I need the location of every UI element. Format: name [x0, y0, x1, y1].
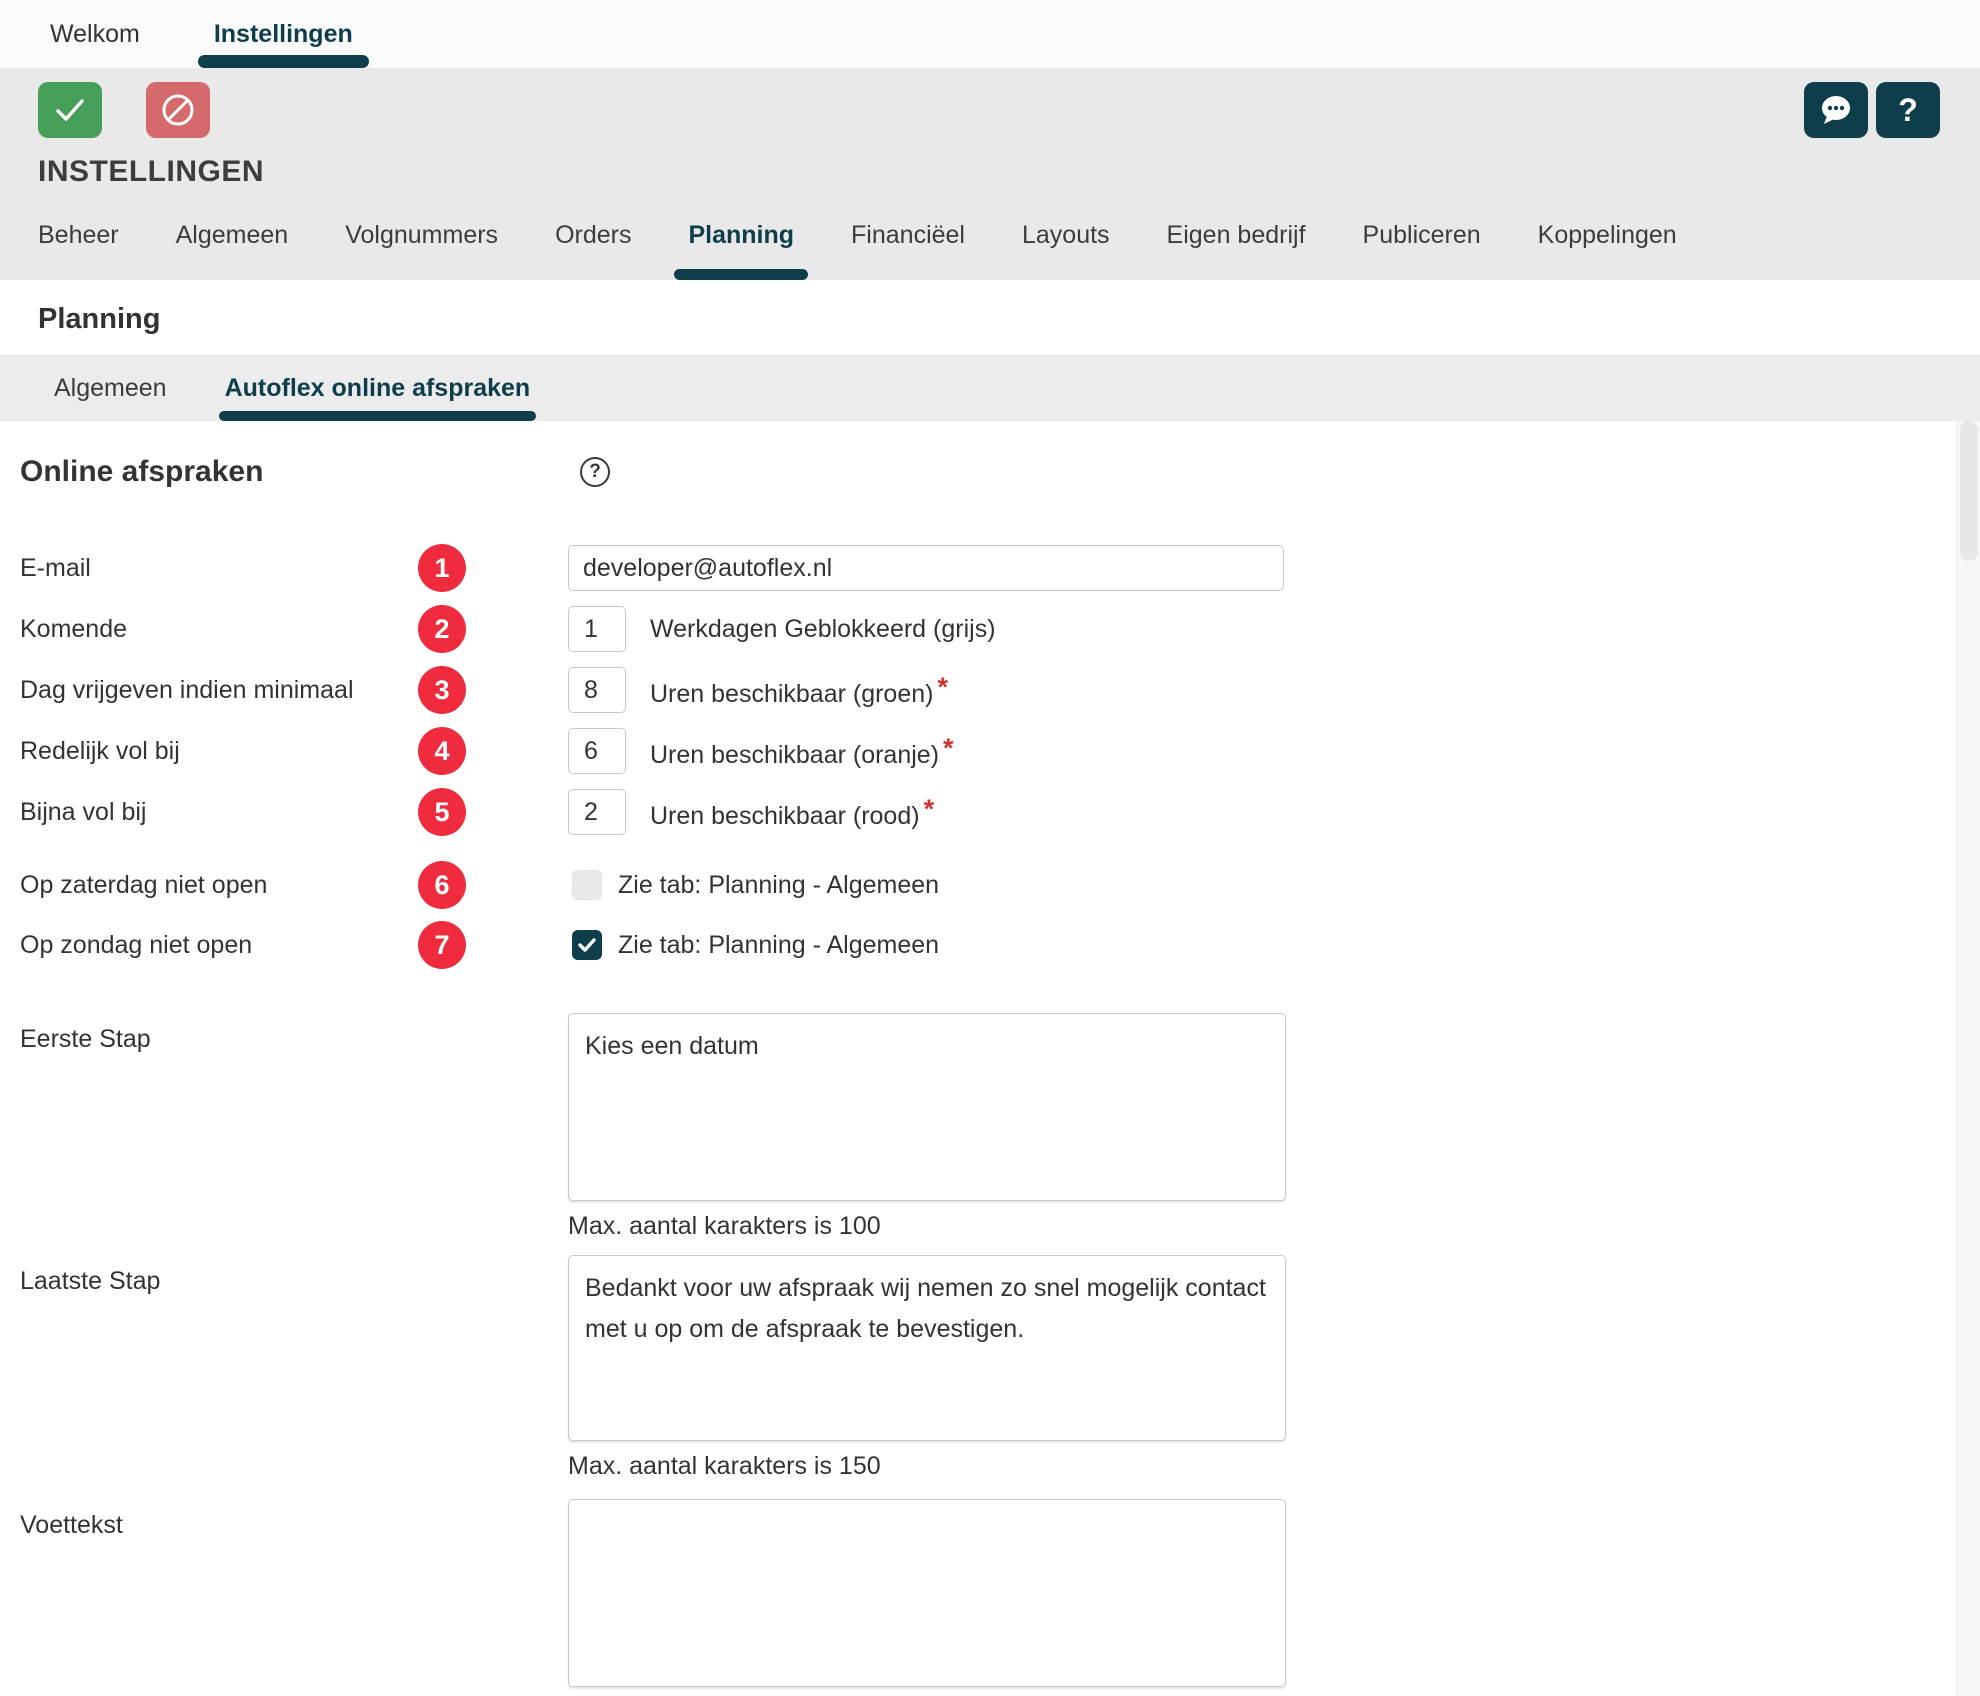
step-badge-6: 6: [418, 861, 466, 909]
chat-bubble-icon: [1817, 92, 1855, 128]
form-row-komende: [0, 606, 1980, 652]
eerste-stap-label: Eerste Stap: [20, 1025, 151, 1053]
tab-koppelingen[interactable]: Koppelingen: [1537, 220, 1677, 249]
check-icon: [53, 95, 87, 125]
online-afspraken-form: [0, 545, 1980, 1687]
hours-green-suffix: Uren beschikbaar (groen) *: [650, 671, 948, 708]
step-badge-4: 4: [418, 727, 466, 775]
settings-tab-bar: [0, 190, 1980, 280]
help-icon[interactable]: ?: [580, 457, 610, 487]
form-row-email: [0, 545, 1980, 591]
tab-publiceren[interactable]: Publiceren: [1362, 220, 1481, 249]
check-icon: [577, 936, 597, 954]
form-row-eerste-stap: [0, 1013, 1980, 1243]
tab-eigen-bedrijf[interactable]: Eigen bedrijf: [1166, 220, 1306, 249]
form-row-bijna-vol: [0, 789, 1980, 835]
tab-algemeen[interactable]: Algemeen: [175, 220, 289, 249]
blocked-days-suffix: Werkdagen Geblokkeerd (grijs): [650, 614, 996, 643]
hours-red-field[interactable]: [568, 789, 626, 835]
email-label: E-mail: [20, 553, 91, 582]
scrollbar-thumb[interactable]: [1960, 421, 1978, 561]
sunday-closed-checkbox[interactable]: [572, 930, 602, 960]
step-badge-2: 2: [418, 605, 466, 653]
required-asterisk: *: [937, 671, 948, 702]
form-row-redelijk-vol: [0, 728, 1980, 774]
laatste-stap-maxchars: Max. aantal karakters is 150: [568, 1452, 881, 1480]
saturday-closed-checkbox[interactable]: [572, 870, 602, 900]
required-asterisk: *: [943, 732, 954, 763]
planning-sub-tab-bar: [0, 355, 1980, 421]
tab-layouts[interactable]: Layouts: [1021, 220, 1110, 249]
online-afspraken-panel: [0, 453, 1980, 1687]
zaterdag-suffix: Zie tab: Planning - Algemeen: [618, 870, 940, 899]
hours-orange-suffix: Uren beschikbaar (oranje) *: [650, 732, 954, 769]
blocked-days-field[interactable]: [568, 606, 626, 652]
zaterdag-label: Op zaterdag niet open: [20, 870, 268, 899]
form-row-zaterdag: [0, 865, 1980, 905]
tab-volgnummers[interactable]: Volgnummers: [345, 220, 499, 249]
komende-label: Komende: [20, 614, 128, 643]
eerste-stap-maxchars: Max. aantal karakters is 100: [568, 1212, 881, 1240]
tab-welkom[interactable]: Welkom: [50, 19, 140, 48]
voettekst-label: Voettekst: [20, 1511, 123, 1539]
hours-green-field[interactable]: [568, 667, 626, 713]
email-field[interactable]: [568, 545, 1284, 591]
voettekst-textarea[interactable]: [568, 1499, 1286, 1687]
form-row-zondag: [0, 925, 1980, 965]
tab-financieel[interactable]: Financiëel: [851, 220, 965, 249]
step-badge-5: 5: [418, 788, 466, 836]
form-row-laatste-stap: [0, 1255, 1980, 1483]
step-badge-1: 1: [418, 544, 466, 592]
cancel-button[interactable]: [146, 82, 210, 138]
question-mark-icon: ?: [1898, 91, 1918, 128]
zondag-label: Op zondag niet open: [20, 930, 253, 959]
eerste-stap-textarea[interactable]: [568, 1013, 1286, 1201]
laatste-stap-textarea[interactable]: [568, 1255, 1286, 1441]
laatste-stap-label: Laatste Stap: [20, 1267, 161, 1295]
redelijk-vol-label: Redelijk vol bij: [20, 736, 180, 765]
subtab-algemeen[interactable]: Algemeen: [54, 373, 167, 402]
vertical-scrollbar[interactable]: [1956, 421, 1980, 1696]
zondag-suffix: Zie tab: Planning - Algemeen: [618, 930, 940, 959]
toolbar-block: [0, 68, 1980, 280]
step-badge-7: 7: [418, 921, 466, 969]
tab-planning[interactable]: Planning: [688, 190, 794, 280]
form-row-voettekst: [0, 1499, 1980, 1687]
required-asterisk: *: [923, 793, 935, 824]
section-title-planning: Planning: [38, 303, 161, 335]
confirm-button[interactable]: [38, 82, 102, 138]
tab-orders[interactable]: Orders: [555, 220, 632, 249]
help-button[interactable]: [1876, 82, 1940, 138]
bijna-vol-label: Bijna vol bij: [20, 797, 147, 826]
window-tab-bar: [0, 0, 1980, 68]
dag-vrijgeven-label: Dag vrijgeven indien minimaal: [20, 675, 354, 704]
action-toolbar: [0, 68, 1980, 138]
chat-button[interactable]: [1804, 82, 1868, 138]
tab-instellingen[interactable]: Instellingen: [206, 0, 361, 68]
form-row-dag-vrijgeven: [0, 667, 1980, 713]
panel-title: Online afspraken: [20, 455, 264, 488]
tab-beheer[interactable]: Beheer: [38, 220, 119, 249]
subtab-autoflex-online-afspraken[interactable]: Autoflex online afspraken: [225, 355, 531, 421]
step-badge-3: 3: [418, 666, 466, 714]
page-title: INSTELLINGEN: [38, 155, 265, 188]
hours-red-suffix: Uren beschikbaar (rood) *: [650, 793, 935, 830]
hours-orange-field[interactable]: [568, 728, 626, 774]
block-icon: [160, 92, 196, 128]
